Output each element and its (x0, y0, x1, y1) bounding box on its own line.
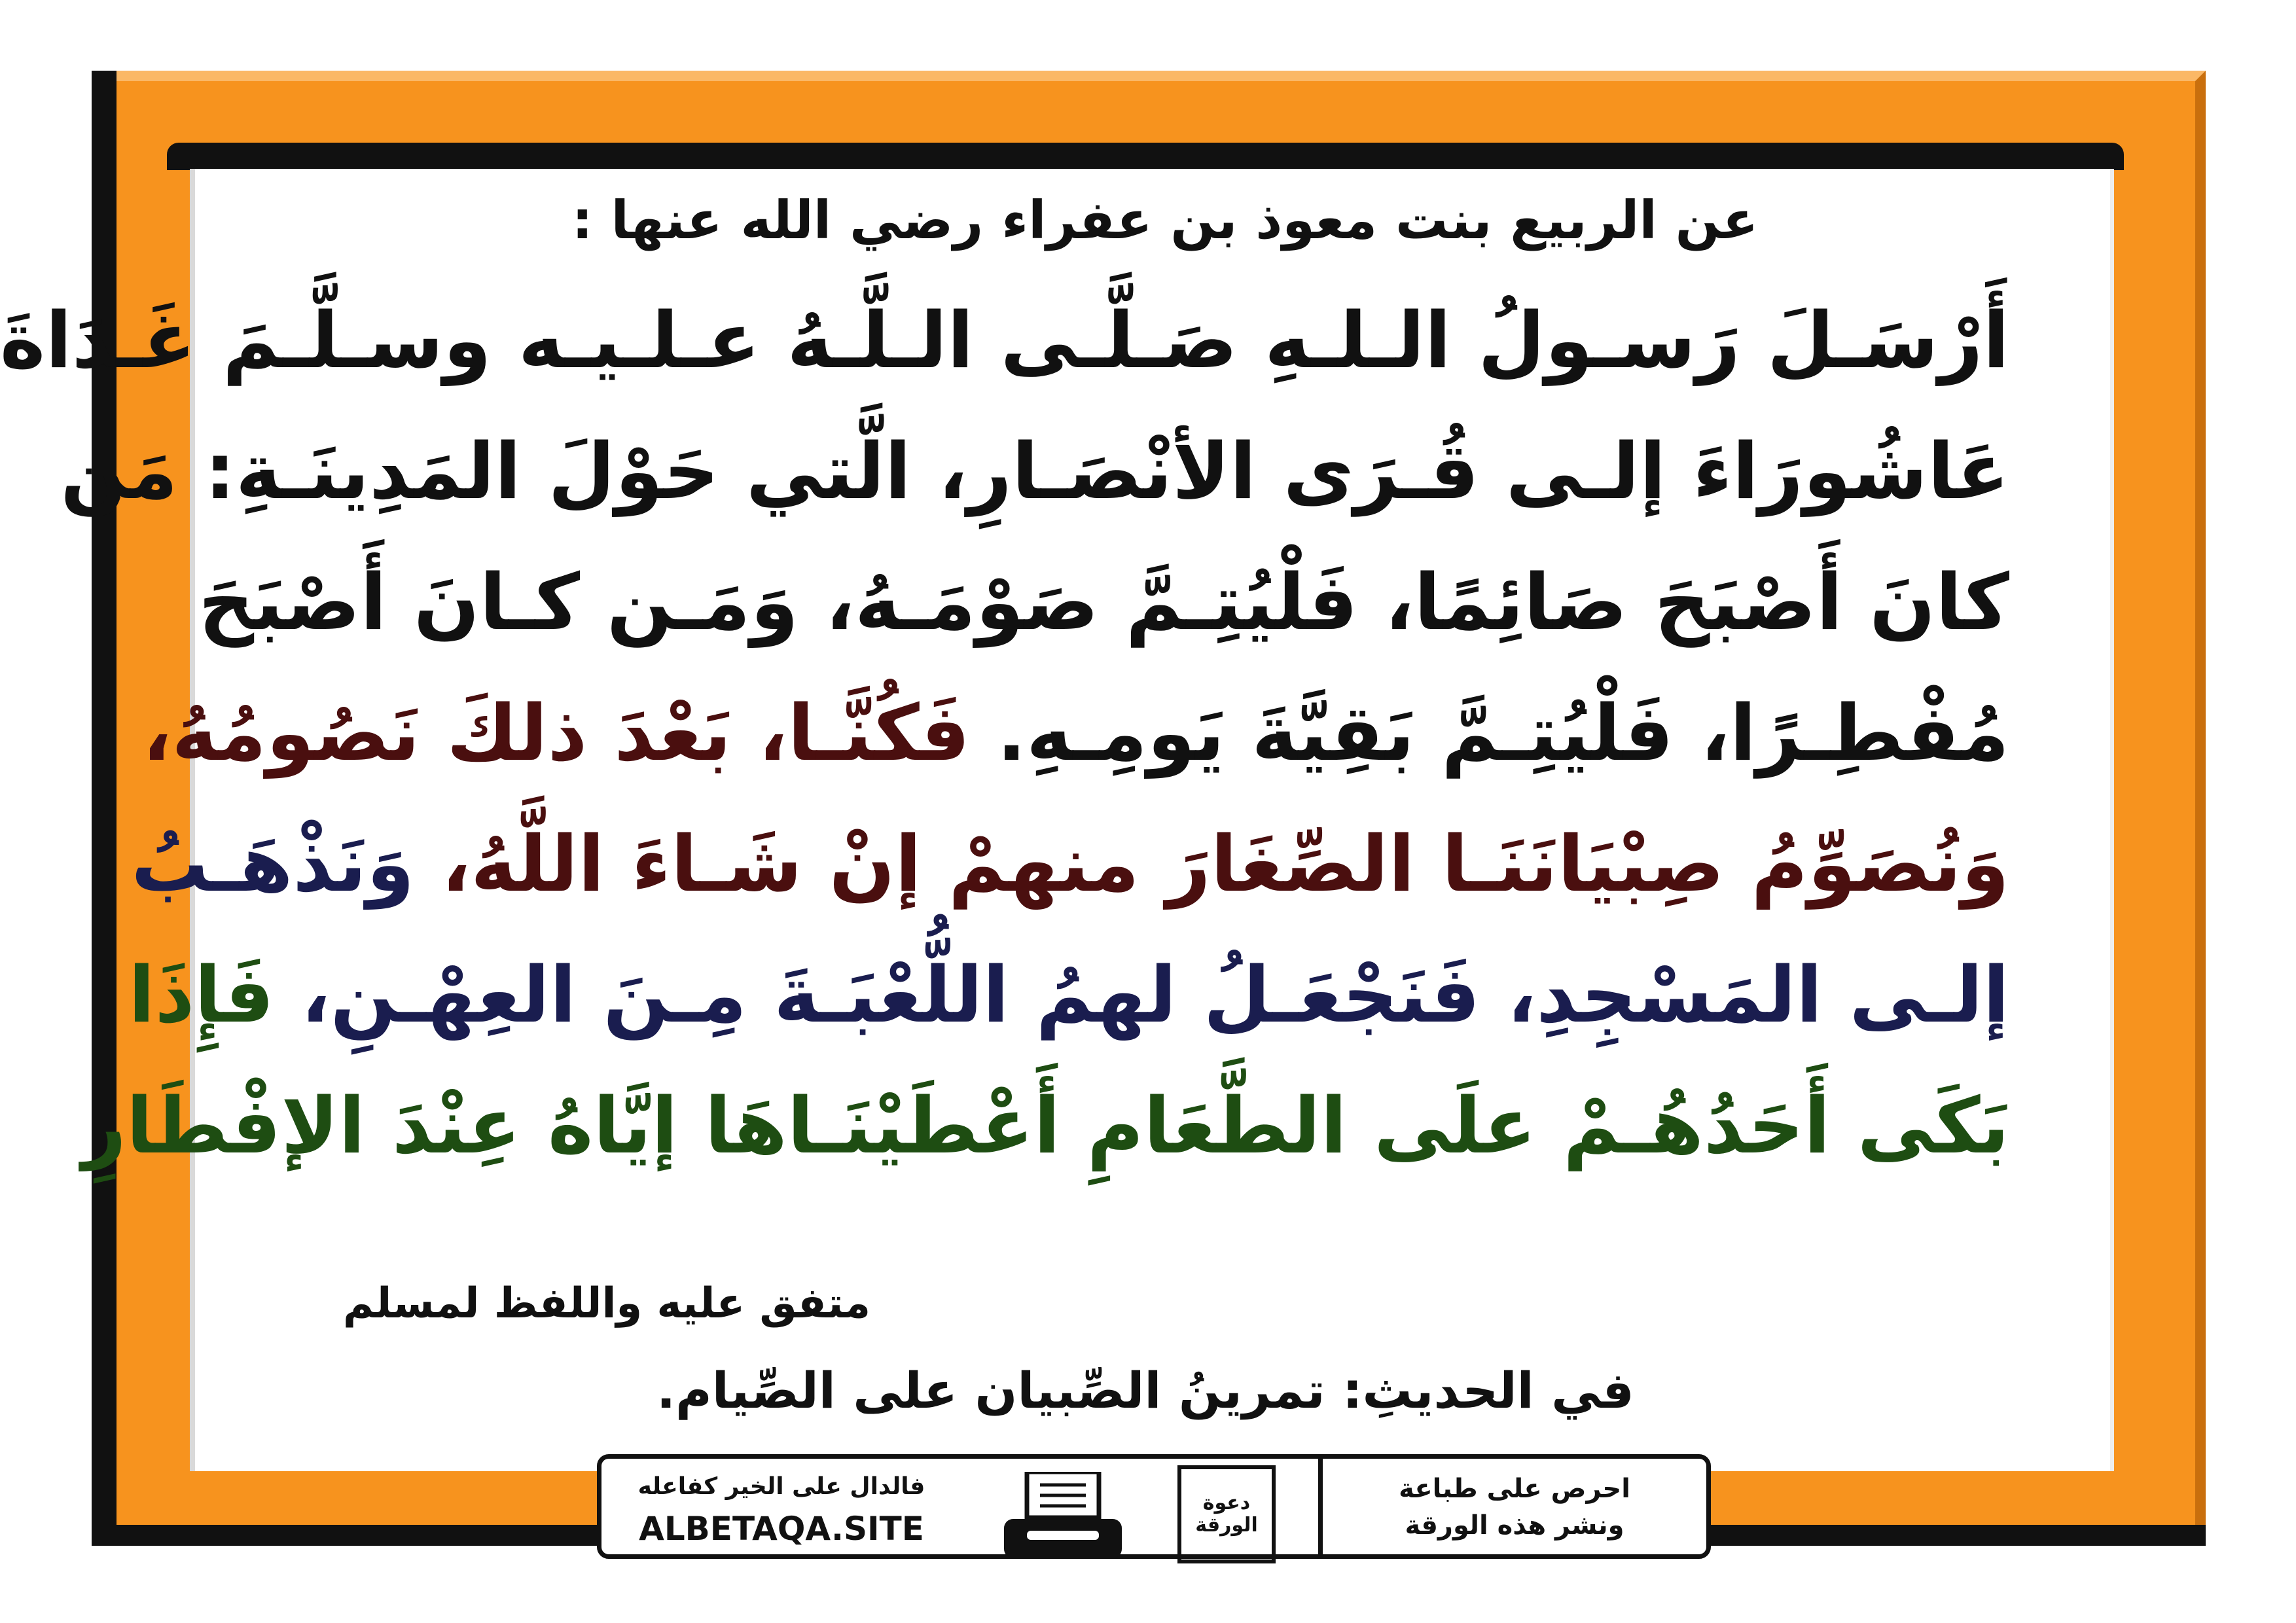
print-note-line-2: ونشر هذه الورقة (1405, 1510, 1624, 1541)
hadith-line-6-part-b: فَإِذَا (128, 950, 274, 1040)
printer-icon (1001, 1472, 1125, 1563)
hadith-line-5-part-b: وَنَذْهَـبُ (131, 819, 415, 909)
hadith-line-1: أَرْسَـلَ رَسـولُ الـلـهِ صَـلَّـى الـلَّـهُ عـلـيـه وسـلَّـمَ غَـدَاةَ (0, 295, 2009, 385)
hadith-lesson: في الحديثِ: تمرينُ الصِّبيان على الصِّيام. (656, 1361, 1634, 1419)
site-tagline: فالدال على الخير كفاعله (637, 1473, 925, 1500)
print-note (1328, 1471, 1701, 1544)
hadith-line-4-part-b: فَكُنَّـا، بَعْدَ ذلكَ نَصُومُهُ، (142, 688, 971, 778)
dawat-alwaraqa-logo (1177, 1465, 1276, 1563)
hadith-line-6-part-a: إلـى المَسْجِدِ، فَنَجْعَـلُ لهمُ اللُّعْبَـةَ مِـنَ العِهْـنِ، (300, 950, 2009, 1040)
hadith-line-7: بَكَى أَحَدُهُـمْ علَى الطَّعَامِ أَعْطَيْنَـاهَا إيَّاهُ عِنْدَ الإفْطَارِ (82, 1080, 2009, 1171)
hadith-line-6 (128, 929, 2009, 1060)
hadith-line-4-part-a: مُفْطِـرًا، فَلْيُتِـمَّ بَقِيَّةَ يَومِـهِ. (997, 688, 2009, 778)
inner-shadow-top (167, 143, 2124, 170)
hadith-line-4 (142, 668, 2009, 798)
hadith-line-5-part-a: وَنُصَوِّمُ صِبْيَانَنَـا الصِّغَارَ منهمْ إنْ شَـاءَ اللَّهُ، (441, 819, 2009, 909)
hadith-attribution: عن الربيع بنت معوذ بن عفراء رضي الله عنها : (571, 190, 1759, 251)
hadith-line-3: كانَ أَصْبَحَ صَائِمًا، فَلْيُتِـمَّ صَوْمَـهُ، وَمَـن كـانَ أَصْبَحَ (198, 557, 2009, 647)
print-note-line-1: احرص على طباعة (1399, 1474, 1630, 1504)
site-url[interactable]: ALBETAQA.SITE (639, 1510, 924, 1548)
hadith-line-2: عَاشُورَاءَ إلـى قُـرَى الأنْصَـارِ، الَّتي حَوْلَ المَدِينَـةِ: مَن (60, 426, 2009, 516)
hadith-source: متفق عليه واللفظ لمسلم (343, 1279, 870, 1328)
footer-divider (1318, 1459, 1323, 1554)
logo-text: دعوة الورقة (1195, 1491, 1258, 1537)
site-block (601, 1459, 961, 1554)
hadith-line-5 (131, 798, 2009, 929)
footer-bar (597, 1454, 1711, 1559)
